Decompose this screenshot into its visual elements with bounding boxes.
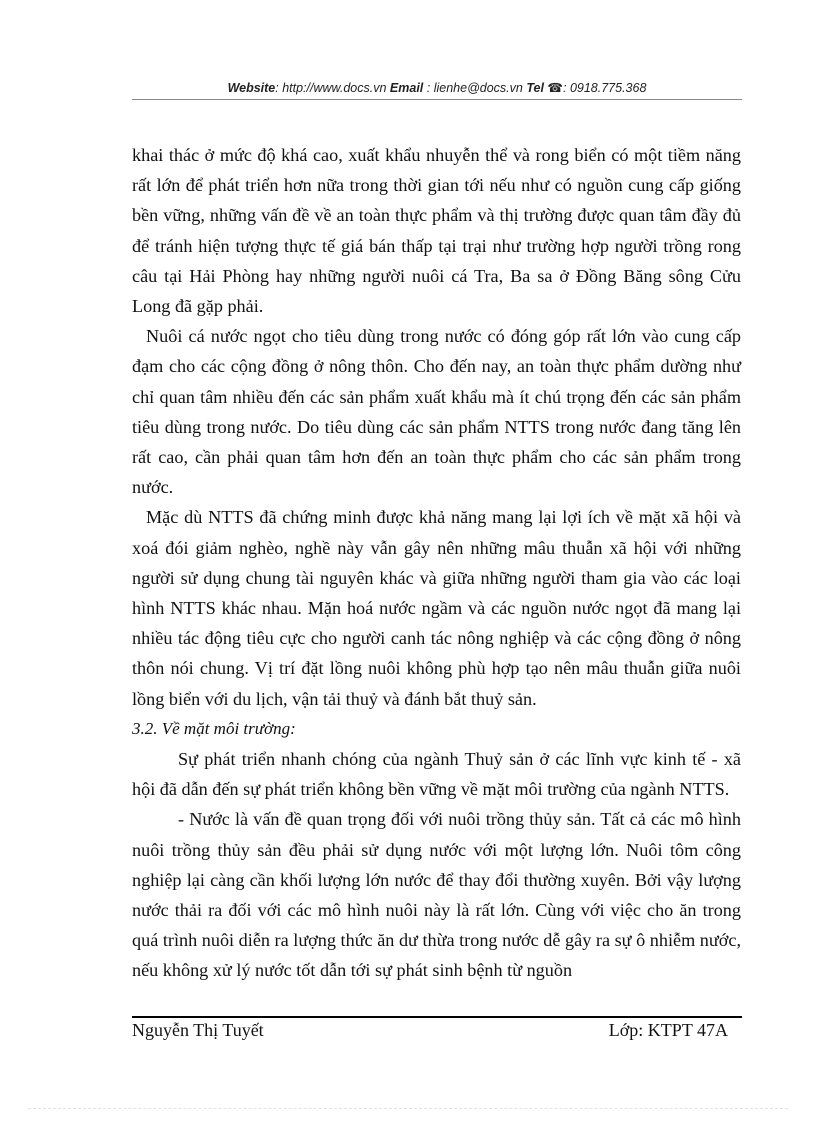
page-bottom-divider <box>28 1108 788 1109</box>
section-paragraph-1: Sự phát triển nhanh chóng của ngành Thuỷ sản ở các lĩnh vực kinh tế - xã hội đã dẫn đến sự phát triển không bền vững về mặt môi trường của ngành NTTS. <box>132 749 741 800</box>
footer-author: Nguyễn Thị Tuyết <box>132 1020 264 1040</box>
paragraph-2: Nuôi cá nước ngọt cho tiêu dùng trong nước có đóng góp rất lớn vào cung cấp đạm cho các cộng đồng ở nông thôn. Cho đến nay, an toàn thực phẩm dường như chỉ quan tâm nhiều đến các sản phẩm xuất khẩu mà ít chú trọng đến các sản phẩm tiêu dùng trong nước. Do tiêu dùng các sản phẩm NTTS trong nước đang tăng lên rất cao, cần phải quan tâm hơn đến an toàn thực phẩm cho các sản phẩm trong nước. <box>132 326 741 498</box>
website-value[interactable]: : http://www.docs.vn <box>275 81 387 95</box>
phone-icon: ☎ <box>547 81 563 95</box>
paragraph-1: khai thác ở mức độ khá cao, xuất khẩu nhuyễn thể và rong biển có một tiềm năng rất lớn để phát triển hơn nữa trong thời gian tới nếu như có nguồn cung cấp giống bền vững, những vấn đề về an toàn thực phẩm và thị trường được quan tâm đầy đủ để tránh hiện tượng thực tế giá bán thấp tại trại như trường hợp người trồng rong câu tại Hải Phòng hay những người nuôi cá Tra, Ba sa ở Đồng Băng sông Cửu Long đã gặp phải. <box>132 145 741 317</box>
tel-value: : 0918.775.368 <box>563 81 647 95</box>
footer-class: Lớp: KTPT 47A <box>608 1020 728 1040</box>
email-value[interactable]: : lienhe@docs.vn <box>426 81 523 95</box>
email-label: Email <box>389 81 424 95</box>
website-label: Website <box>227 81 276 95</box>
tel-label: Tel <box>526 81 544 95</box>
section-heading: 3.2. Về mặt môi trường: <box>132 718 296 738</box>
page-header <box>132 80 742 95</box>
document-body <box>132 140 741 986</box>
footer-divider <box>132 1016 742 1018</box>
paragraph-3: Mặc dù NTTS đã chứng minh được khả năng mang lại lợi ích về mặt xã hội và xoá đói giảm nghèo, nghề này vẫn gây nên những mâu thuẫn xã hội với những người sử dụng chung tài nguyên khác và giữa những người tham gia vào các loại hình NTTS khác nhau. Mặn hoá nước ngầm và các nguồn nước ngọt đã mang lại nhiều tác động tiêu cực cho người canh tác nông nghiệp và các cộng đồng ở nông thôn nói chung. Vị trí đặt lồng nuôi không phù hợp tạo nên mâu thuẫn giữa nuôi lồng biển với du lịch, vận tải thuỷ và đánh bắt thuỷ sản. <box>132 507 741 709</box>
header-divider <box>132 99 742 100</box>
section-paragraph-2: - Nước là vấn đề quan trọng đối với nuôi trồng thủy sản. Tất cả các mô hình nuôi trồng thủy sản đều phải sử dụng nước với một lượng lớn. Nuôi tôm công nghiệp lại càng cần khối lượng lớn nước để thay đổi thường xuyên. Bởi vậy lượng nước thải ra đối với các mô hình nuôi này là rất lớn. Cùng với việc cho ăn trong quá trình nuôi diễn ra lượng thức ăn dư thừa trong nước dễ gây ra sự ô nhiễm nước, nếu không xử lý nước tốt dẫn tới sự phát sinh bệnh từ nguồn <box>132 809 741 981</box>
